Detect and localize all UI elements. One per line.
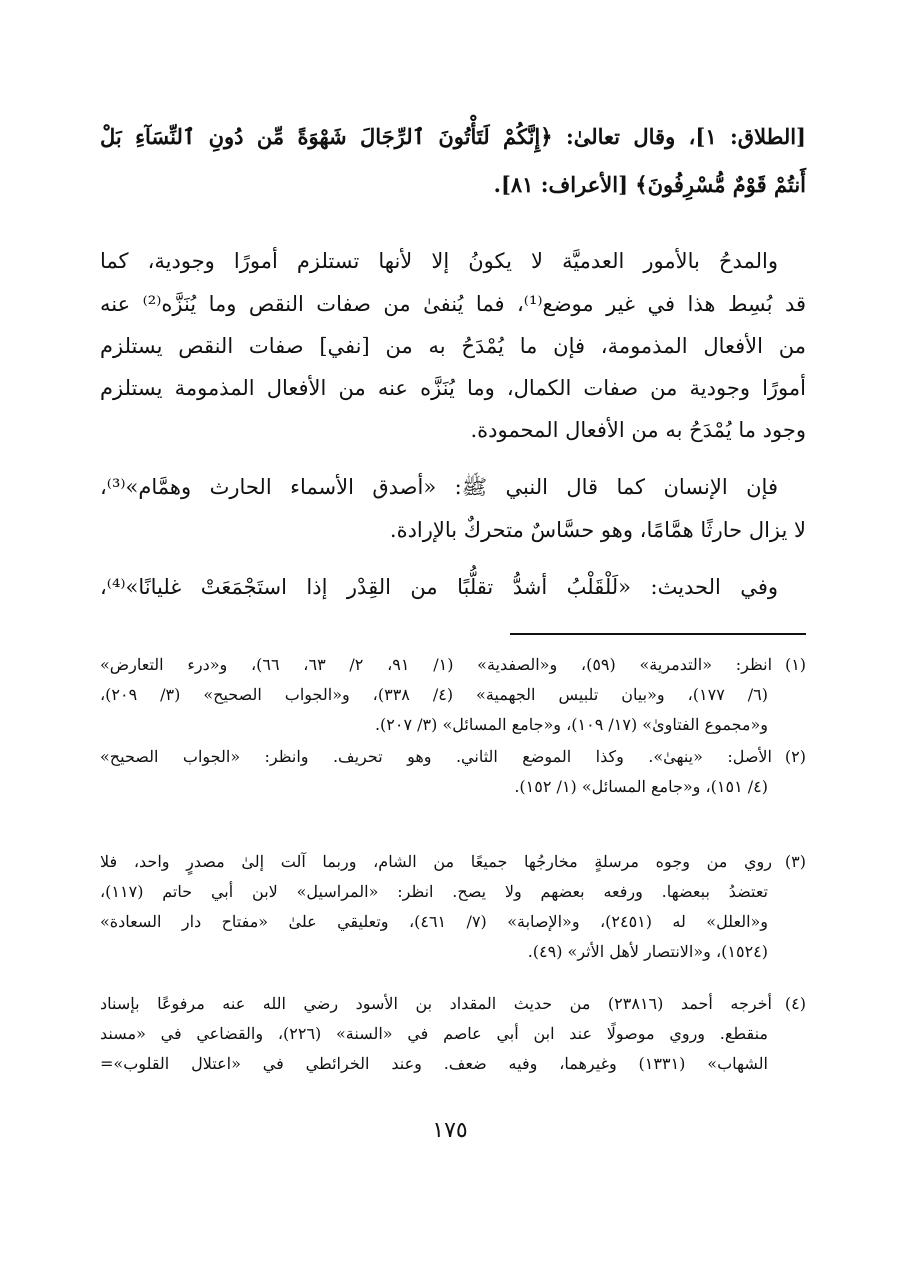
footnote-text: روي من وجوه مرسلةٍ مخارجُها جميعًا من الشام، وربما آلت إلىٰ مصدرٍ واحد، فلا: [100, 852, 772, 871]
body-line: لا يزال حارثًا همَّامًا، وهو حسَّاسٌ متحركٌ بالإرادة.: [389, 518, 806, 542]
footnote-line: (١٥٢٤)، و«الانتصار لأهل الأثر» (٤٩).: [527, 942, 768, 961]
footnote-line: و«مجموع الفتاوىٰ» (١٧/ ١٠٩)، و«جامع المسائل» (٣/ ٢٠٧).: [374, 715, 768, 734]
footnote-text: الأصل: «ينهىٰ». وكذا الموضع الثاني. وهو تحريف. وانظر: «الجواب الصحيح»: [100, 747, 772, 766]
page-number: ١٧٥: [432, 1118, 468, 1143]
footnote-line: و«العلل» له (٢٤٥١)، و«الإصابة» (٧/ ٤٦١)، وتعليقي علىٰ «مفتاح دار السعادة»: [100, 912, 769, 931]
body-line: [الطلاق: ١]، وقال تعالىٰ: ﴿إِنَّكُمْ لَتَأْتُونَ ٱلرِّجَالَ شَهْوَةً مِّن دُونِ ٱلنِّسَآءِ بَلْ: [100, 124, 806, 149]
footnote-line: الشهاب» (١٣٣١) وغيرهما، وفيه ضعف. وعند الخرائطي في «اعتلال القلوب»=: [100, 1054, 768, 1073]
footnote-number: (٤): [784, 994, 806, 1013]
footnote-1: [100, 653, 806, 677]
body-line: من الأفعال المذمومة، فإن ما يُمْدَحُ به من [نفي] صفات النقص يستلزم: [100, 334, 806, 358]
body-line: أَنتُمْ قَوْمٌ مُّسْرِفُونَ﴾ [الأعراف: ٨١].: [493, 172, 806, 197]
footnote-number: (٣): [784, 852, 806, 871]
body-line: قد بُسِط هذا في غير موضع⁽¹⁾، فما يُنفىٰ من صفات النقص وما يُنَزَّه⁽²⁾ عنه: [100, 292, 807, 316]
body-line: فإن الإنسان كما قال النبي ﷺ: «أصدق الأسماء الحارث وهمَّام»⁽³⁾،: [100, 475, 778, 499]
body-line: والمدحُ بالأمور العدميَّة لا يكونُ إلا لأنها تستلزم أمورًا وجودية، كما: [100, 249, 778, 273]
footnote-number: (٢): [784, 747, 806, 766]
footnote-line: تعتضدُ ببعضها. ورفعه بعضهم ولا يصح. انظر: «المراسيل» لابن أبي حاتم (١١٧)،: [100, 882, 768, 901]
footnote-line: (٦/ ١٧٧)، و«بيان تلبيس الجهمية» (٤/ ٣٣٨)، و«الجواب الصحيح» (٣/ ٢٠٩)،: [100, 685, 769, 704]
body-line: وجود ما يُمْدَحُ به من الأفعال المحمودة.: [470, 418, 806, 442]
footnote-2: [100, 745, 806, 769]
footnote-4: [100, 992, 806, 1016]
footnote-text: أخرجه أحمد (٢٣٨١٦) من حديث المقداد بن الأسود رضي الله عنه مرفوعًا بإسناد: [100, 994, 772, 1013]
footnote-separator: [510, 633, 806, 635]
footnote-number: (١): [784, 655, 807, 674]
footnote-line: منقطع. وروي موصولًا عند ابن أبي عاصم في «السنة» (٢٢٦)، والقضاعي في «مسند: [100, 1024, 768, 1043]
footnote-line: (٤/ ١٥١)، و«جامع المسائل» (١/ ١٥٢).: [514, 777, 768, 796]
footnote-3: [100, 850, 806, 874]
footnote-text: انظر: «التدمرية» (٥٩)، و«الصفدية» (١/ ٩١، ٢/ ٦٣، ٦٦)، و«درء التعارض»: [100, 655, 773, 674]
body-line: وفي الحديث: «لَلْقَلْبُ أشدُّ تقلُّبًا من القِدْر إذا استَجْمَعَتْ غليانًا»⁽⁴⁾،: [100, 575, 778, 599]
body-line: أمورًا وجودية من صفات الكمال، وما يُنَزَّه عنه من الأفعال المذمومة يستلزم: [100, 376, 806, 400]
